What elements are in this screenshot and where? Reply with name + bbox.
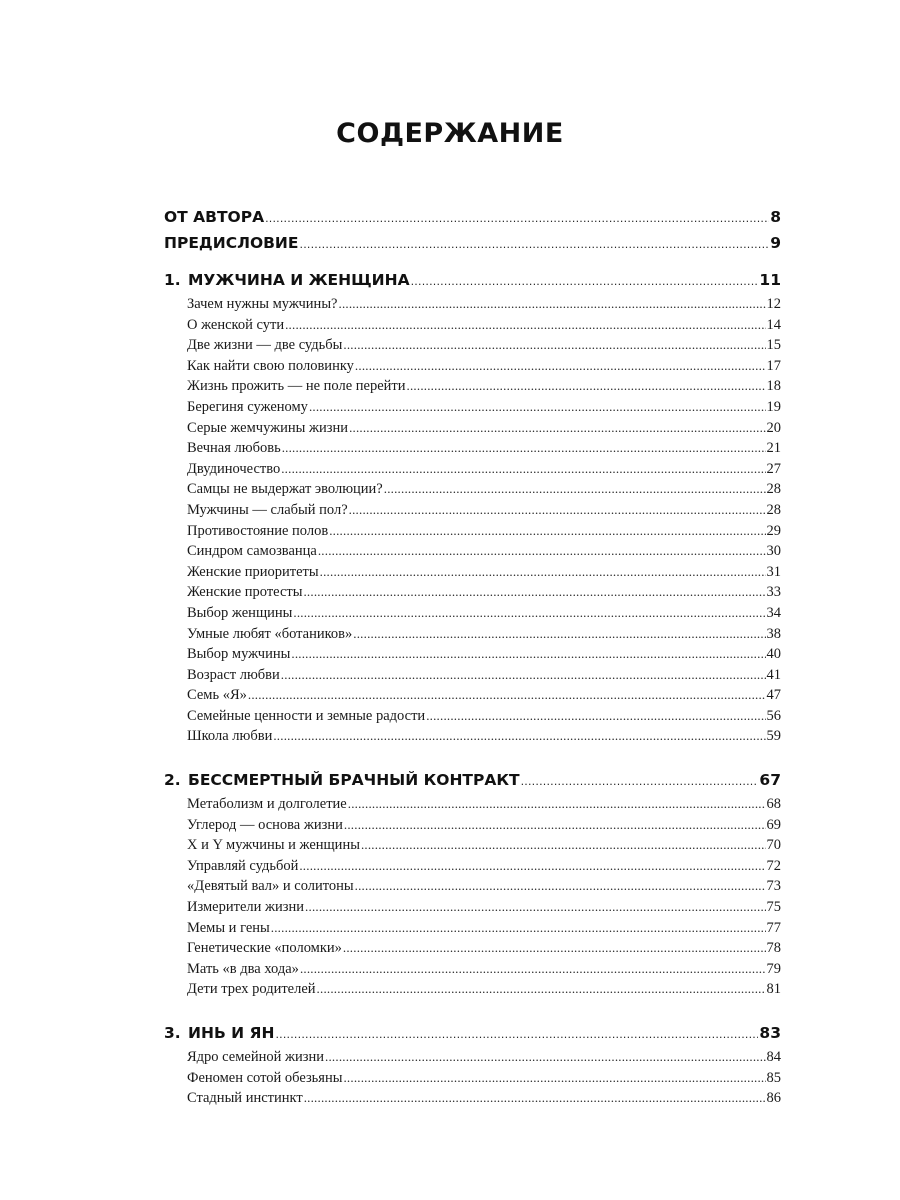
dot-leader	[343, 335, 765, 356]
dot-leader	[291, 644, 765, 665]
toc-section-entry[interactable]	[164, 479, 781, 500]
page-number: 59	[766, 728, 781, 745]
dot-leader	[349, 418, 765, 439]
entry-title: Измерители жизни	[187, 899, 305, 916]
toc-section-entry-label	[187, 979, 316, 1000]
dot-leader	[281, 459, 765, 480]
toc-section-entry-label	[187, 644, 290, 665]
chapter-number: 3.	[164, 1024, 181, 1042]
toc-section-entry[interactable]	[164, 335, 781, 356]
page-number: 18	[766, 378, 781, 395]
page-number: 8	[770, 208, 781, 226]
spacer	[164, 1109, 781, 1119]
entry-title: Дети трех родителей	[187, 981, 316, 998]
toc-section-entry[interactable]	[164, 979, 781, 1000]
dot-leader	[325, 1047, 765, 1068]
toc-section-entry-label	[187, 685, 247, 706]
page-number: 29	[766, 522, 781, 539]
dot-leader	[275, 1021, 758, 1049]
toc-section-entry-label	[187, 397, 308, 418]
dot-leader	[329, 521, 765, 542]
toc-section-entry[interactable]	[164, 1068, 781, 1089]
toc-section-entry[interactable]	[164, 876, 781, 897]
page-number: 81	[766, 981, 781, 998]
dot-leader	[282, 438, 766, 459]
dot-leader	[407, 376, 766, 397]
page-number: 19	[766, 398, 781, 415]
page-number: 28	[766, 481, 781, 498]
toc-section-entry[interactable]	[164, 562, 781, 583]
dot-leader	[293, 603, 765, 624]
spacer	[164, 747, 781, 757]
dot-leader	[343, 938, 766, 959]
toc-chapter-entry[interactable]	[164, 1019, 781, 1047]
toc-section-entry-label	[187, 835, 360, 856]
entry-title: Выбор женщины	[187, 604, 293, 621]
entry-title: Выбор мужчины	[187, 646, 291, 663]
entry-title: Умные любят «ботаников»	[187, 625, 353, 642]
dot-leader	[318, 541, 766, 562]
page-number: 11	[759, 271, 781, 289]
dot-leader	[384, 479, 766, 500]
toc-section-entry[interactable]	[164, 815, 781, 836]
dot-leader	[285, 315, 765, 336]
page-number: 30	[766, 543, 781, 560]
page-number: 86	[766, 1090, 781, 1107]
dot-leader	[344, 815, 766, 836]
entry-title: Самцы не выдержат эволюции?	[187, 481, 383, 498]
page-number: 70	[766, 837, 781, 854]
toc-section-entry[interactable]	[164, 644, 781, 665]
page-number: 68	[766, 796, 781, 813]
entry-title: Жизнь прожить — не поле перейти	[187, 378, 406, 395]
dot-leader	[426, 706, 765, 727]
entry-title: X и Y мужчины и женщины	[187, 837, 360, 854]
page-number: 83	[759, 1024, 781, 1042]
toc-section-entry[interactable]	[164, 356, 781, 377]
toc-section-entry-label	[187, 876, 354, 897]
page-number: 17	[766, 357, 781, 374]
page-title: СОДЕРЖАНИЕ	[336, 118, 564, 149]
toc-section-entry-label	[187, 294, 338, 315]
entry-title: Семейные ценности и земные радости	[187, 707, 426, 724]
toc-section-entry-label	[187, 521, 328, 542]
toc-section-entry[interactable]	[164, 918, 781, 939]
toc-chapter-entry-label	[164, 266, 410, 294]
entry-title: Женские приоритеты	[187, 563, 319, 580]
dot-leader	[309, 397, 766, 418]
toc-section-entry-label	[187, 726, 272, 747]
page-number: 77	[766, 919, 781, 936]
entry-title: Стадный инстинкт	[187, 1090, 303, 1107]
dot-leader	[348, 794, 766, 815]
page-number: 84	[766, 1049, 781, 1065]
toc-chapter-entry[interactable]	[164, 266, 781, 294]
toc-section-entry-label	[187, 706, 425, 727]
toc-section-entry-label	[187, 856, 298, 877]
toc-section-entry-label	[187, 418, 348, 439]
toc-section-entry-label	[187, 959, 299, 980]
toc-section-entry-label	[187, 356, 354, 377]
entry-title: ПРЕДИСЛОВИЕ	[164, 234, 299, 252]
toc-section-entry[interactable]	[164, 294, 781, 315]
entry-title: ОТ АВТОРА	[164, 208, 265, 226]
page-number: 85	[766, 1069, 781, 1086]
entry-title: Противостояние полов	[187, 522, 329, 539]
dot-leader	[271, 918, 766, 939]
toc-section-entry-label	[187, 582, 302, 603]
toc-section-entry[interactable]	[164, 835, 781, 856]
dot-leader	[320, 562, 766, 583]
toc-section-entry[interactable]	[164, 459, 781, 480]
chapter-number: 2.	[164, 771, 181, 790]
page-number: 14	[766, 316, 781, 333]
toc-section-entry-label	[187, 897, 304, 918]
dot-leader	[299, 856, 765, 877]
entry-title: БЕССМЕРТНЫЙ БРАЧНЫЙ КОНТРАКТ	[188, 771, 520, 790]
entry-title: Генетические «поломки»	[187, 940, 342, 957]
entry-title: Берегиня суженому	[187, 398, 308, 415]
toc-section-entry[interactable]	[164, 315, 781, 336]
page-number: 38	[766, 625, 781, 642]
chapter-number: 1.	[164, 271, 181, 289]
dot-leader	[303, 582, 765, 603]
dot-leader	[248, 685, 766, 706]
dot-leader	[521, 768, 759, 796]
dot-leader	[339, 294, 766, 315]
dot-leader	[300, 232, 770, 258]
page-number: 40	[766, 646, 781, 663]
entry-title: МУЖЧИНА И ЖЕНЩИНА	[188, 271, 410, 289]
toc-section-entry[interactable]	[164, 541, 781, 562]
toc-section-entry-label	[187, 1068, 342, 1089]
page-number: 28	[766, 501, 781, 518]
entry-title: «Девятый вал» и солитоны	[187, 878, 354, 895]
dot-leader	[317, 979, 766, 1000]
toc-section-entry-label	[187, 438, 281, 459]
entry-title: Возраст любви	[187, 666, 280, 683]
spacer	[164, 1000, 781, 1010]
toc-section-entry-label	[187, 541, 317, 562]
page-number: 34	[766, 604, 781, 621]
toc-section-entry[interactable]	[164, 794, 781, 815]
table-of-contents	[164, 204, 781, 1119]
toc-section-entry-label	[187, 315, 284, 336]
page-number: 79	[766, 960, 781, 977]
entry-title: О женской сути	[187, 316, 285, 333]
toc-section-entry[interactable]	[164, 521, 781, 542]
toc-section-entry[interactable]	[164, 938, 781, 959]
entry-title: ИНЬ И ЯН	[188, 1024, 275, 1042]
entry-title: Как найти свою половинку	[187, 357, 354, 374]
dot-leader	[355, 356, 766, 377]
toc-section-entry-label	[187, 815, 343, 836]
dot-leader	[265, 206, 769, 232]
entry-title: Мужчины — слабый пол?	[187, 501, 348, 518]
toc-front-entry[interactable]	[164, 230, 781, 256]
entry-title: Вечная любовь	[187, 440, 281, 457]
page-number: 9	[770, 234, 781, 252]
entry-title: Двудиночество	[187, 460, 281, 477]
toc-chapter-entry-label	[164, 766, 520, 794]
toc-front-entry[interactable]	[164, 204, 781, 230]
dot-leader	[361, 835, 766, 856]
toc-section-entry[interactable]	[164, 1088, 781, 1109]
page-number: 78	[766, 940, 781, 957]
spacer	[164, 757, 781, 766]
toc-section-entry-label	[187, 624, 352, 645]
toc-section-entry-label	[187, 918, 270, 939]
toc-section-entry[interactable]	[164, 603, 781, 624]
dot-leader	[349, 500, 766, 521]
page-number: 12	[766, 296, 781, 312]
toc-section-entry-label	[187, 335, 342, 356]
toc-section-entry[interactable]	[164, 665, 781, 686]
page-number: 75	[766, 899, 781, 916]
entry-title: Метаболизм и долголетие	[187, 796, 347, 813]
toc-section-entry[interactable]	[164, 582, 781, 603]
page-number: 15	[766, 337, 781, 354]
entry-title: Мать «в два хода»	[187, 960, 299, 977]
toc-section-entry-label	[187, 459, 280, 480]
toc-section-entry-label	[187, 376, 406, 397]
toc-section-entry[interactable]	[164, 438, 781, 459]
page-number: 72	[766, 857, 781, 874]
toc-section-entry[interactable]	[164, 1047, 781, 1068]
toc-section-entry-label	[187, 479, 383, 500]
dot-leader	[304, 1088, 766, 1109]
page-number: 27	[766, 460, 781, 477]
dot-leader	[273, 726, 765, 747]
page-number: 41	[766, 666, 781, 683]
page-number: 31	[766, 563, 781, 580]
dot-leader	[305, 897, 765, 918]
dot-leader	[411, 268, 759, 296]
entry-title: Серые жемчужины жизни	[187, 419, 349, 436]
toc-section-entry[interactable]	[164, 959, 781, 980]
dot-leader	[353, 624, 765, 645]
toc-section-entry[interactable]	[164, 685, 781, 706]
entry-title: Синдром самозванца	[187, 543, 317, 560]
toc-section-entry-label	[187, 938, 342, 959]
page-number: 21	[766, 440, 781, 457]
toc-section-entry[interactable]	[164, 726, 781, 747]
toc-section-entry-label	[187, 603, 292, 624]
toc-section-entry[interactable]	[164, 376, 781, 397]
entry-title: Углерод — основа жизни	[187, 816, 343, 833]
toc-section-entry[interactable]	[164, 706, 781, 727]
toc-section-entry-label	[187, 500, 348, 521]
page-number: 56	[766, 707, 781, 724]
entry-title: Школа любви	[187, 728, 273, 745]
entry-title: Две жизни — две судьбы	[187, 337, 343, 354]
toc-section-entry[interactable]	[164, 500, 781, 521]
toc-section-entry-label	[187, 794, 347, 815]
entry-title: Мемы и гены	[187, 919, 270, 936]
entry-title: Зачем нужны мужчины?	[187, 296, 338, 312]
dot-leader	[343, 1068, 765, 1089]
toc-chapter-entry[interactable]	[164, 766, 781, 794]
dot-leader	[300, 959, 766, 980]
toc-section-entry[interactable]	[164, 856, 781, 877]
toc-section-entry[interactable]	[164, 624, 781, 645]
page-number: 67	[759, 771, 781, 790]
entry-title: Семь «Я»	[187, 687, 247, 704]
entry-title: Управляй судьбой	[187, 857, 299, 874]
toc-front-entry-label	[164, 230, 299, 256]
toc-section-entry[interactable]	[164, 418, 781, 439]
page-number: 47	[766, 687, 781, 704]
toc-front-entry-label	[164, 204, 264, 230]
page-number: 20	[766, 419, 781, 436]
toc-section-entry[interactable]	[164, 897, 781, 918]
entry-title: Женские протесты	[187, 584, 303, 601]
dot-leader	[281, 665, 766, 686]
spacer	[164, 1010, 781, 1019]
toc-section-entry[interactable]	[164, 397, 781, 418]
page-number: 73	[766, 878, 781, 895]
entry-title: Феномен сотой обезьяны	[187, 1069, 343, 1086]
entry-title: Ядро семейной жизни	[187, 1049, 325, 1065]
page-number: 33	[766, 584, 781, 601]
toc-section-entry-label	[187, 1088, 303, 1109]
toc-section-entry-label	[187, 1047, 324, 1068]
toc-section-entry-label	[187, 665, 280, 686]
page-number: 69	[766, 816, 781, 833]
toc-chapter-entry-label	[164, 1019, 274, 1047]
dot-leader	[355, 876, 766, 897]
toc-section-entry-label	[187, 562, 319, 583]
